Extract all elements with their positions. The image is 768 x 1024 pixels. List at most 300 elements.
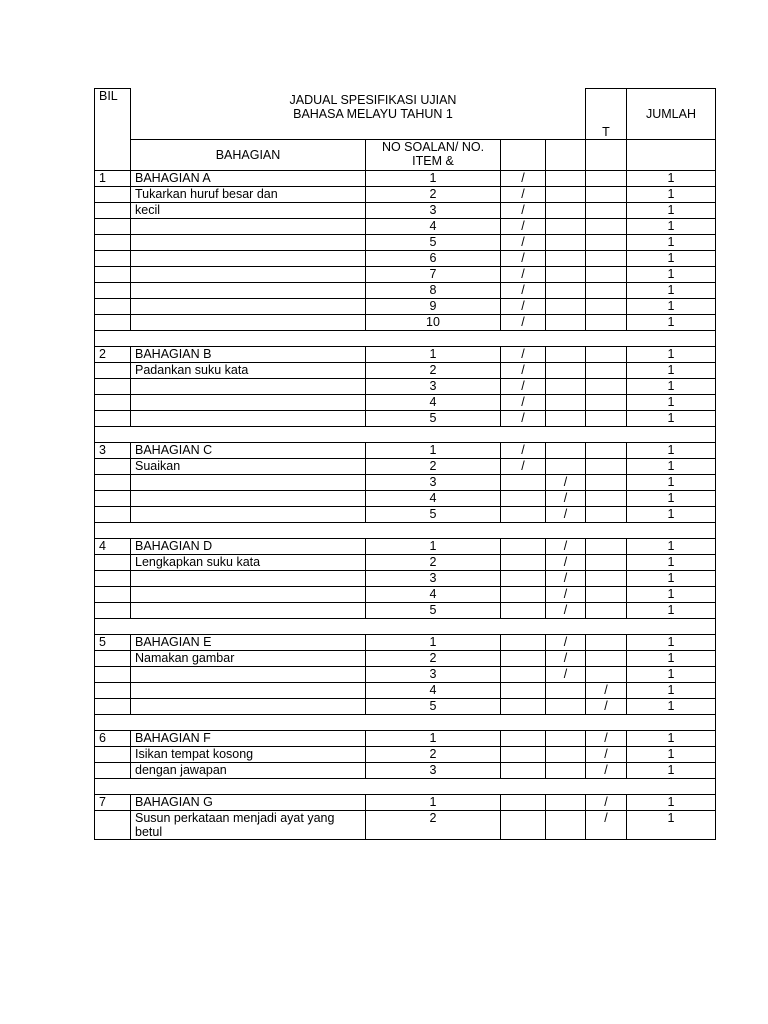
bil-cell	[95, 746, 131, 762]
col-t-mark	[586, 234, 627, 250]
col-r-mark: /	[501, 266, 546, 282]
col-s-mark: /	[546, 602, 586, 618]
col-s-mark: /	[546, 538, 586, 554]
section-header-row	[95, 794, 716, 810]
table-row	[95, 666, 716, 682]
table-row	[95, 266, 716, 282]
col-t-mark	[586, 474, 627, 490]
bil-cell: 5	[95, 634, 131, 650]
section-name: BAHAGIAN D	[131, 538, 366, 554]
jumlah-cell: 1	[627, 346, 716, 362]
item-number: 1	[366, 442, 501, 458]
col-t-mark	[586, 378, 627, 394]
col-r-mark	[501, 474, 546, 490]
col-t-mark	[586, 602, 627, 618]
col-t-mark	[586, 218, 627, 234]
item-number: 3	[366, 762, 501, 778]
jumlah-cell: 1	[627, 650, 716, 666]
jumlah-cell: 1	[627, 298, 716, 314]
section-desc: Suaikan	[131, 458, 366, 474]
bil-cell	[95, 218, 131, 234]
col-t-mark: /	[586, 698, 627, 714]
col-s-mark	[546, 282, 586, 298]
section-spacer	[95, 426, 716, 442]
bil-cell	[95, 490, 131, 506]
col-r-mark	[501, 554, 546, 570]
col-s-mark	[546, 250, 586, 266]
spacer-cell	[95, 618, 716, 634]
col-s-mark	[546, 394, 586, 410]
col-r-mark	[501, 634, 546, 650]
col-r-mark	[501, 570, 546, 586]
bil-cell	[95, 266, 131, 282]
col-s-mark	[546, 218, 586, 234]
table-row	[95, 362, 716, 378]
jumlah-cell: 1	[627, 698, 716, 714]
jumlah-cell: 1	[627, 666, 716, 682]
col-s-mark	[546, 186, 586, 202]
jumlah-cell: 1	[627, 794, 716, 810]
col-s-mark: /	[546, 634, 586, 650]
section-desc: Namakan gambar	[131, 650, 366, 666]
col-r-mark: /	[501, 442, 546, 458]
header-row-bottom	[95, 139, 716, 170]
col-t-mark	[586, 202, 627, 218]
col-t-mark	[586, 346, 627, 362]
section-spacer	[95, 778, 716, 794]
bil-cell: 1	[95, 170, 131, 186]
table-row	[95, 586, 716, 602]
col-r-mark: /	[501, 458, 546, 474]
jumlah-cell: 1	[627, 394, 716, 410]
col-r-mark: /	[501, 394, 546, 410]
jumlah-header: JUMLAH	[627, 89, 716, 140]
section-desc	[131, 218, 366, 234]
jumlah-cell: 1	[627, 266, 716, 282]
col-r-mark	[501, 490, 546, 506]
section-header-row	[95, 346, 716, 362]
no-soalan-header: NO SOALAN/ NO. ITEM &	[366, 139, 501, 170]
col-r-mark: /	[501, 202, 546, 218]
table-title	[131, 89, 586, 140]
bil-cell	[95, 506, 131, 522]
col-r-mark: /	[501, 410, 546, 426]
section-spacer	[95, 618, 716, 634]
jumlah-cell: 1	[627, 250, 716, 266]
jumlah-cell: 1	[627, 586, 716, 602]
col-r-mark	[501, 762, 546, 778]
bil-cell: 7	[95, 794, 131, 810]
item-number: 10	[366, 314, 501, 330]
section-header-row	[95, 442, 716, 458]
section-desc	[131, 394, 366, 410]
col-s-mark	[546, 346, 586, 362]
item-number: 5	[366, 234, 501, 250]
section-desc: Lengkapkan suku kata	[131, 554, 366, 570]
table-row	[95, 506, 716, 522]
jumlah-cell: 1	[627, 746, 716, 762]
col-t-mark: /	[586, 794, 627, 810]
col-r-mark: /	[501, 346, 546, 362]
col-t-mark	[586, 266, 627, 282]
bil-cell	[95, 666, 131, 682]
col-r-mark	[501, 586, 546, 602]
col-t-mark	[586, 282, 627, 298]
table-row	[95, 602, 716, 618]
item-number: 3	[366, 378, 501, 394]
section-desc	[131, 682, 366, 698]
jumlah-cell: 1	[627, 810, 716, 839]
col-r-mark: /	[501, 234, 546, 250]
table-row	[95, 234, 716, 250]
bil-cell	[95, 362, 131, 378]
bil-cell	[95, 298, 131, 314]
jumlah-cell: 1	[627, 474, 716, 490]
bil-cell: 2	[95, 346, 131, 362]
item-number: 1	[366, 346, 501, 362]
col-s-mark	[546, 442, 586, 458]
col-r-mark	[501, 730, 546, 746]
col-s-mark	[546, 746, 586, 762]
section-desc	[131, 506, 366, 522]
jumlah-blank	[627, 139, 716, 170]
section-spacer	[95, 522, 716, 538]
item-number: 2	[366, 746, 501, 762]
section-desc: Susun perkataan menjadi ayat yang betul	[131, 810, 366, 839]
col-t-mark	[586, 186, 627, 202]
col-t-mark	[586, 554, 627, 570]
bil-cell	[95, 602, 131, 618]
table-row	[95, 298, 716, 314]
col-r-mark	[501, 746, 546, 762]
bil-header: BIL	[95, 89, 131, 171]
col-s-mark	[546, 458, 586, 474]
header-row-top	[95, 89, 716, 140]
col-s-mark	[546, 698, 586, 714]
col-t-mark	[586, 410, 627, 426]
table-row	[95, 746, 716, 762]
bil-cell	[95, 554, 131, 570]
section-desc	[131, 586, 366, 602]
col-t-mark: /	[586, 810, 627, 839]
col-r-mark	[501, 650, 546, 666]
item-number: 2	[366, 554, 501, 570]
item-number: 1	[366, 170, 501, 186]
col-s-mark: /	[546, 650, 586, 666]
jumlah-cell: 1	[627, 538, 716, 554]
item-number: 1	[366, 730, 501, 746]
section-desc	[131, 410, 366, 426]
section-name: BAHAGIAN E	[131, 634, 366, 650]
col-r-mark: /	[501, 170, 546, 186]
bil-cell	[95, 682, 131, 698]
bil-cell	[95, 698, 131, 714]
bil-cell	[95, 250, 131, 266]
section-desc	[131, 266, 366, 282]
spacer-cell	[95, 714, 716, 730]
jumlah-cell: 1	[627, 362, 716, 378]
item-number: 5	[366, 410, 501, 426]
bil-cell	[95, 394, 131, 410]
section-desc	[131, 474, 366, 490]
item-number: 2	[366, 650, 501, 666]
col-r-mark: /	[501, 378, 546, 394]
col-t-mark	[586, 570, 627, 586]
col-r-mark	[501, 682, 546, 698]
col-t-mark: /	[586, 730, 627, 746]
table-row	[95, 314, 716, 330]
item-number: 1	[366, 634, 501, 650]
jumlah-cell: 1	[627, 634, 716, 650]
col-t-mark	[586, 650, 627, 666]
col-r-mark: /	[501, 186, 546, 202]
col-r-mark	[501, 666, 546, 682]
bil-cell	[95, 202, 131, 218]
jumlah-cell: 1	[627, 602, 716, 618]
bil-cell	[95, 586, 131, 602]
col-r-mark: /	[501, 362, 546, 378]
col-s-mark	[546, 794, 586, 810]
col-r-mark: /	[501, 282, 546, 298]
section-desc: Padankan suku kata	[131, 362, 366, 378]
jumlah-cell: 1	[627, 410, 716, 426]
col-t-mark	[586, 490, 627, 506]
item-number: 2	[366, 186, 501, 202]
jumlah-cell: 1	[627, 202, 716, 218]
col-t-blank	[586, 139, 627, 170]
bahagian-header: BAHAGIAN	[131, 139, 366, 170]
jumlah-cell: 1	[627, 442, 716, 458]
spacer-cell	[95, 522, 716, 538]
col-t-mark	[586, 170, 627, 186]
bil-cell	[95, 474, 131, 490]
col-s-mark	[546, 810, 586, 839]
jumlah-cell: 1	[627, 282, 716, 298]
col-t-mark	[586, 634, 627, 650]
col-s-mark: /	[546, 586, 586, 602]
col-s-mark	[546, 202, 586, 218]
item-number: 5	[366, 698, 501, 714]
col-r-mark: /	[501, 298, 546, 314]
item-number: 2	[366, 810, 501, 839]
col-s-header	[546, 139, 586, 170]
spacer-cell	[95, 426, 716, 442]
item-number: 3	[366, 570, 501, 586]
col-r-mark	[501, 602, 546, 618]
col-s-mark	[546, 682, 586, 698]
table-row	[95, 378, 716, 394]
col-t-mark	[586, 666, 627, 682]
col-t-mark: /	[586, 762, 627, 778]
col-r-header	[501, 139, 546, 170]
item-number: 5	[366, 602, 501, 618]
section-desc: Tukarkan huruf besar dan	[131, 186, 366, 202]
section-name: BAHAGIAN G	[131, 794, 366, 810]
title-line-2: BAHASA MELAYU TAHUN 1	[293, 106, 453, 121]
col-t-mark	[586, 362, 627, 378]
jumlah-cell: 1	[627, 234, 716, 250]
title-line-1: JADUAL SPESIFIKASI UJIAN	[289, 92, 457, 107]
specification-table	[94, 88, 716, 840]
item-number: 3	[366, 474, 501, 490]
section-desc	[131, 666, 366, 682]
jumlah-cell: 1	[627, 730, 716, 746]
col-s-mark: /	[546, 490, 586, 506]
table-row	[95, 810, 716, 839]
section-desc	[131, 298, 366, 314]
table-row	[95, 250, 716, 266]
jumlah-cell: 1	[627, 186, 716, 202]
table-row	[95, 410, 716, 426]
jumlah-cell: 1	[627, 170, 716, 186]
table-row	[95, 394, 716, 410]
table-row	[95, 186, 716, 202]
section-header-row	[95, 538, 716, 554]
col-s-mark	[546, 762, 586, 778]
bil-cell: 4	[95, 538, 131, 554]
section-name: BAHAGIAN B	[131, 346, 366, 362]
bil-cell	[95, 314, 131, 330]
section-name: BAHAGIAN A	[131, 170, 366, 186]
bil-cell	[95, 186, 131, 202]
section-desc	[131, 250, 366, 266]
section-desc: kecil	[131, 202, 366, 218]
table-row	[95, 282, 716, 298]
bil-cell	[95, 410, 131, 426]
col-s-mark	[546, 234, 586, 250]
item-number: 3	[366, 666, 501, 682]
section-header-row	[95, 170, 716, 186]
item-number: 8	[366, 282, 501, 298]
bil-cell	[95, 810, 131, 839]
col-t-mark	[586, 586, 627, 602]
col-s-mark	[546, 170, 586, 186]
section-desc	[131, 698, 366, 714]
jumlah-cell: 1	[627, 506, 716, 522]
jumlah-cell: 1	[627, 554, 716, 570]
col-t-mark	[586, 314, 627, 330]
section-desc	[131, 282, 366, 298]
col-s-mark	[546, 730, 586, 746]
section-name: BAHAGIAN C	[131, 442, 366, 458]
bil-cell: 3	[95, 442, 131, 458]
section-desc: Isikan tempat kosong	[131, 746, 366, 762]
bil-cell: 6	[95, 730, 131, 746]
item-number: 4	[366, 394, 501, 410]
item-number: 1	[366, 538, 501, 554]
col-t-mark	[586, 394, 627, 410]
col-r-mark: /	[501, 218, 546, 234]
bil-cell	[95, 650, 131, 666]
section-desc	[131, 234, 366, 250]
col-t-mark	[586, 298, 627, 314]
col-s-mark	[546, 378, 586, 394]
col-t-mark	[586, 538, 627, 554]
section-name: BAHAGIAN F	[131, 730, 366, 746]
table-row	[95, 474, 716, 490]
col-s-mark	[546, 362, 586, 378]
table-row	[95, 554, 716, 570]
item-number: 5	[366, 506, 501, 522]
bil-cell	[95, 762, 131, 778]
jumlah-cell: 1	[627, 570, 716, 586]
item-number: 4	[366, 490, 501, 506]
table-row	[95, 762, 716, 778]
item-number: 3	[366, 202, 501, 218]
col-t-mark	[586, 506, 627, 522]
col-t-header: T	[586, 89, 627, 140]
item-number: 7	[366, 266, 501, 282]
table-row	[95, 490, 716, 506]
col-s-mark	[546, 266, 586, 282]
jumlah-cell: 1	[627, 378, 716, 394]
col-s-mark: /	[546, 570, 586, 586]
item-number: 4	[366, 586, 501, 602]
item-number: 4	[366, 682, 501, 698]
spacer-cell	[95, 778, 716, 794]
col-t-mark: /	[586, 682, 627, 698]
section-header-row	[95, 730, 716, 746]
bil-cell	[95, 282, 131, 298]
section-desc	[131, 602, 366, 618]
table-row	[95, 682, 716, 698]
table-row	[95, 570, 716, 586]
item-number: 6	[366, 250, 501, 266]
jumlah-cell: 1	[627, 314, 716, 330]
item-number: 1	[366, 794, 501, 810]
col-s-mark	[546, 410, 586, 426]
section-spacer	[95, 714, 716, 730]
jumlah-cell: 1	[627, 458, 716, 474]
bil-cell	[95, 378, 131, 394]
col-r-mark: /	[501, 314, 546, 330]
col-r-mark	[501, 698, 546, 714]
col-s-mark: /	[546, 474, 586, 490]
item-number: 4	[366, 218, 501, 234]
section-desc: dengan jawapan	[131, 762, 366, 778]
item-number: 9	[366, 298, 501, 314]
col-s-mark: /	[546, 666, 586, 682]
section-desc	[131, 378, 366, 394]
col-r-mark	[501, 794, 546, 810]
col-s-mark	[546, 298, 586, 314]
col-r-mark	[501, 506, 546, 522]
bil-cell	[95, 234, 131, 250]
spacer-cell	[95, 330, 716, 346]
col-t-mark: /	[586, 746, 627, 762]
section-desc	[131, 490, 366, 506]
table-row	[95, 650, 716, 666]
table-row	[95, 218, 716, 234]
item-number: 2	[366, 458, 501, 474]
col-t-mark	[586, 458, 627, 474]
col-s-mark: /	[546, 554, 586, 570]
jumlah-cell: 1	[627, 682, 716, 698]
jumlah-cell: 1	[627, 490, 716, 506]
col-t-mark	[586, 250, 627, 266]
table-row	[95, 202, 716, 218]
table-row	[95, 698, 716, 714]
section-spacer	[95, 330, 716, 346]
bil-cell	[95, 570, 131, 586]
item-number: 2	[366, 362, 501, 378]
table-row	[95, 458, 716, 474]
bil-cell	[95, 458, 131, 474]
col-r-mark	[501, 538, 546, 554]
col-s-mark	[546, 314, 586, 330]
col-s-mark: /	[546, 506, 586, 522]
col-r-mark	[501, 810, 546, 839]
